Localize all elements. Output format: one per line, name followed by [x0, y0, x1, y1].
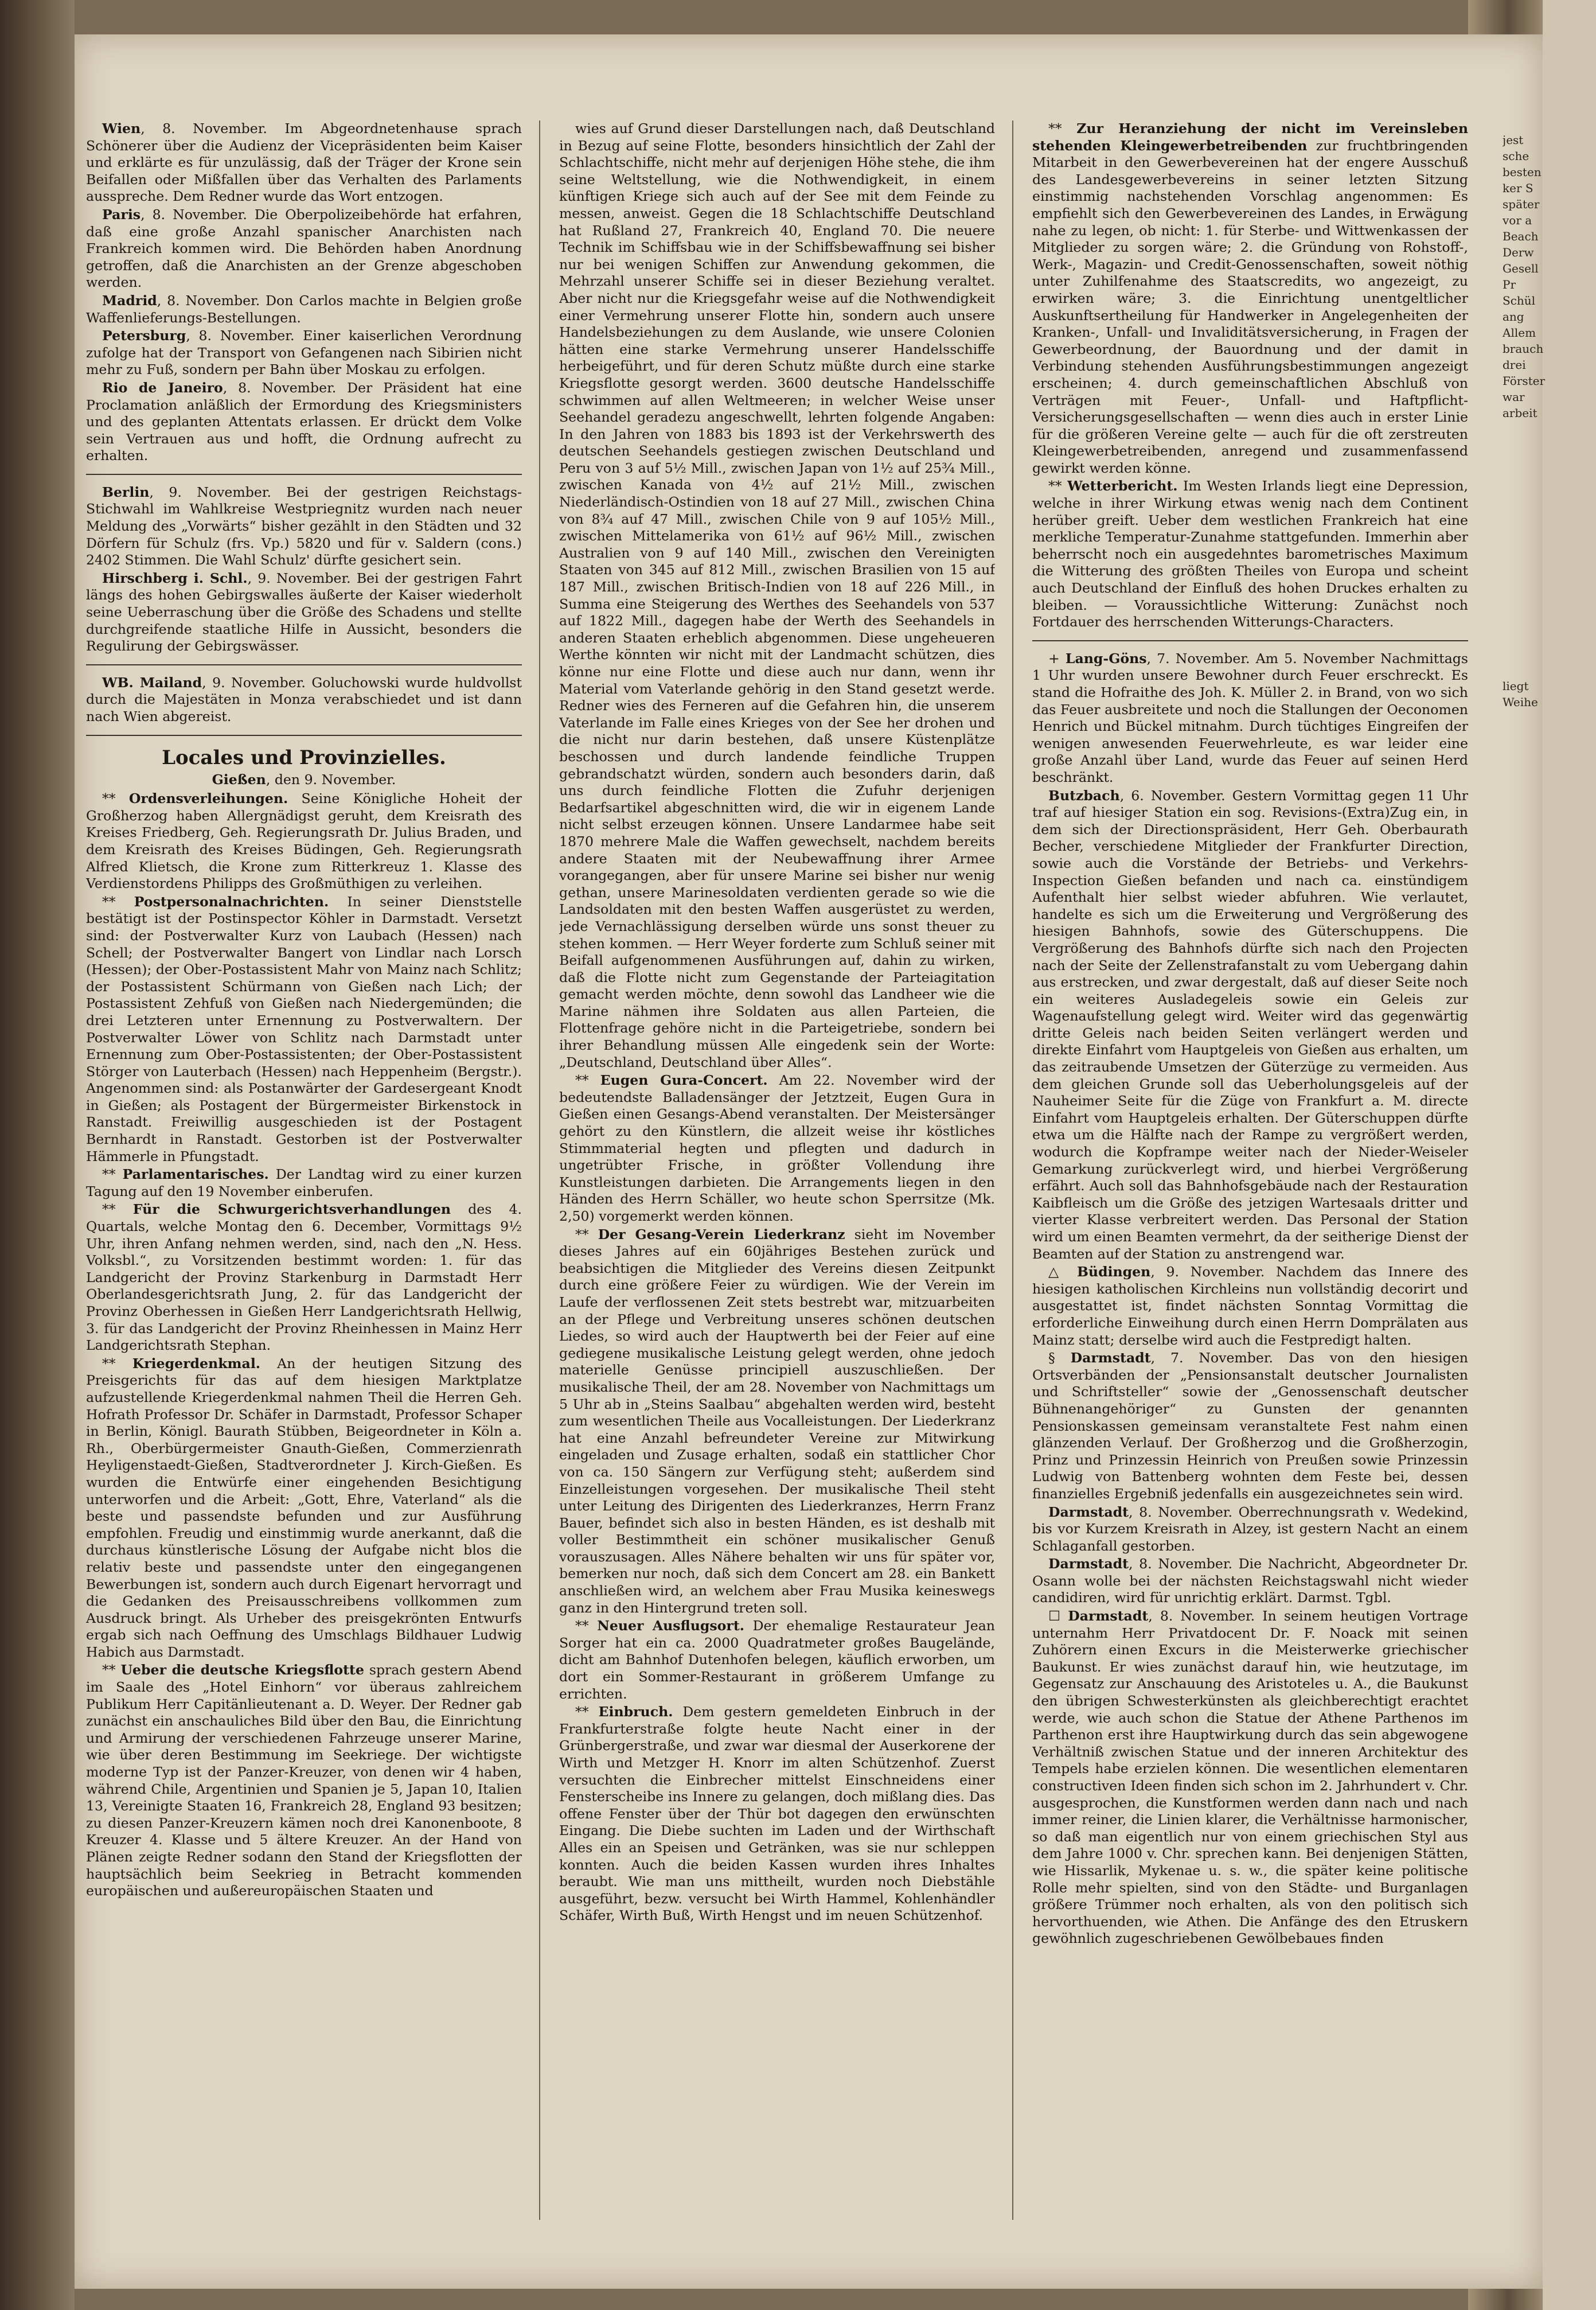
fragment-line	[1503, 533, 1583, 550]
fragment-line	[1503, 646, 1583, 662]
news-item: ** Für die Schwurgerichtsverhandlungen des 4. Quartals, welche Montag den 6. December, Vormittags 9½ Uhr, ihren Anfang nehmen werden, sind, nach den „N. Hess. Volksbl.“, zu Vorsitzenden bestimmt worden: 1. für das Landgericht der Provinz Starkenburg in Darmstadt Herr Oberlandesgerichtsrath Jung, 2. für das Landgericht der Provinz Oberhessen in Gießen Herr Landgerichtsrath Hellwig, 3. für das Landgericht der Provinz Rheinhessen in Mainz Herr Landgerichtsrath Stephan.	[86, 1201, 522, 1354]
section-heading: Locales und Provinzielles.	[162, 746, 446, 769]
adjacent-page-fragment	[1503, 132, 1583, 710]
news-item: Berlin, 9. November. Bei der gestrigen Reichstags-Stichwahl im Wahlkreise Westpriegnitz wurden nach neuer Meldung des „Vorwärts“ bisher gezählt in den Städten und 32 Dörfern für Schulz (frs. Vp.) 5820 und für v. Saldern (cons.) 2402 Stimmen. Die Wahl Schulz' dürfte gesichert sein.	[86, 484, 522, 568]
news-item: ** Eugen Gura-Concert. Am 22. November wird der bedeutendste Balladensänger der Jetztzeit, Eugen Gura in Gießen einen Gesangs-Abend veranstalten. Der Meistersänger gehört zu den Künstlern, die allzeit weise ihr köstliches Stimmmaterial hegten und pflegten und dadurch in ungetrübter Frische, in größter Vollendung ihre Kunstleistungen darbieten. Die Arrangements liegen in den Händen des Herrn Schäller, wo heute schon Sperrsitze (Mk. 2,50) vorgemerkt werden können.	[559, 1072, 995, 1224]
column-rule	[1012, 120, 1013, 2220]
news-item: § Darmstadt, 7. November. Das von den hiesigen Ortsverbänden der „Pensionsanstalt deutscher Journalisten und Schriftsteller“ sowie der „Genossenschaft deutscher Bühnenangehöriger“ zu Gunsten der genannten Pensionskassen gemeinsam veranstaltete Fest nahm einen glänzenden Verlauf. Der Großherzog und die Großherzogin, Prinz und Prinzessin Heinrich von Preußen sowie Prinzessin Ludwig von Battenberg wohnten dem Feste bei, dessen finanzielles Ergebniß jedenfalls ein ausgezeichnetes sein wird.	[1032, 1350, 1468, 1502]
news-item: WB. Mailand, 9. November. Goluchowski wurde huldvollst durch die Majestäten in Monza verabschiedet und ist dann nach Wien abgereist.	[86, 674, 522, 724]
section-divider	[86, 474, 522, 475]
news-item: Hirschberg i. Schl., 9. November. Bei der gestrigen Fahrt längs des hohen Gebirgswalles äußerte der Kaiser wiederholt seine Ueberraschung über die Größe des Schadens und stellte durchgreifende staatliche Hilfe in Aussicht, besonders die Regulirung der Gebirgswässer.	[86, 570, 522, 655]
fragment-line: Förster	[1503, 374, 1546, 388]
news-item: ** Ordensverleihungen. Seine Königliche Hoheit der Großherzog haben Allergnädigst geruht, dem Kreisrath des Kreises Friedberg, Geh. Regierungsrath Dr. Julius Braden, und dem Kreisrath des Kreises Büdingen, Geh. Regierungsrath Alfred Klietsch, die Krone zum Ritterkreuz 1. Klasse des Verdienstordens Philipps des Großmüthigen zu verleihen.	[86, 790, 522, 892]
fragment-line	[1503, 469, 1583, 485]
fragment-line: war	[1503, 390, 1525, 404]
news-item: Butzbach, 6. November. Gestern Vormittag gegen 11 Uhr traf auf hiesiger Station ein sog. Revisions-(Extra)Zug ein, in dem sich der Directionspräsident, Herr Geh. Oberbaurath Becher, verschiedene Mitglieder der Frankfurter Direction, sowie auch die Vorstände der Betriebs- und Verkehrs-Inspection Gießen befanden und nach ca. einstündigem Aufenthalt hier selbst wieder abfuhren. Wie verlautet, handelte es sich um die Erweiterung und Vergrößerung des hiesigen Bahnhofs, sowie des Güterschuppens. Die Vergrößerung des Bahnhofs dürfte sich nach den Projecten nach der Seite der Zellenstrafanstalt zu vom Uebergang dahin aus erstrecken, und zwar dergestalt, daß auf dieser Seite noch ein weiteres Ausladegeleis sowie ein Geleis zur Wagenaufstellung gelegt wird. Weiter wird das gegenwärtig dritte Geleis nach beiden Seiten verlängert werden und direkte Einfahrt vom Hauptgeleis von Gießen aus erhalten, um das zeitraubende Umsetzen der Güterzüge zu vermeiden. Aus dem gleichen Grunde soll das Ueberholungsgeleis auf der Nauheimer Seite für die Züge von Frankfurt a. M. directe Einfahrt vom Hauptgeleis erhalten. Der Güterschuppen dürfte etwa um die Hälfte nach der Rampe zu vergrößert werden, wodurch die Kopframpe weiter nach der Nieder-Weiseler Gemarkung zurückverlegt wird, und hierbei Vergrößerung erfährt. Auch soll das Bahnhofsgebäude nach der Restauration Kaibfleisch um die Größe des jetzigen Wartesaals dritter und vierter Klasse verbreitert werden. Das Personal der Station wird um einen Beamten vermehrt, da der seitherige Dienst der Beamten auf der Station zu anstrengend war.	[1032, 787, 1468, 1262]
fragment-line: Pr	[1503, 278, 1516, 291]
fragment-line	[1503, 582, 1583, 598]
news-item: ** Kriegerdenkmal. An der heutigen Sitzung des Preisgerichts für das auf dem hiesigen Marktplatze aufzustellende Kriegerdenkmal nahmen Theil die Herren Geh. Hofrath Professor Dr. Schäfer in Darmstadt, Professor Schaper in Berlin, Königl. Baurath Stübben, Beigeordneter in Köln a. Rh., Oberbürgermeister Gnauth-Gießen, Commerzienrath Heyligenstaedt-Gießen, Stadtverordneter J. Kirch-Gießen. Es wurden die Entwürfe einer eingehenden Besichtigung unterworfen und die Arbeit: „Gott, Ehre, Vaterland“ als die beste und passendste befunden und zur Ausführung empfohlen. Freudig und einstimmig wurde anerkannt, daß die durchaus künstlerische Lösung der Aufgabe nicht blos die relativ beste und passendste unter den eingegangenen Bewerbungen ist, sondern auch durch Eigenart hervorragt und die Gedanken des Preisausschreibens vollkommen zum Ausdruck bringt. Als Urheber des preisgekrönten Entwurfs ergab sich nach Oeffnung des Umschlags Bildhauer Ludwig Habich aus Darmstadt.	[86, 1355, 522, 1660]
fragment-line: vor a	[1503, 213, 1532, 227]
binding-edge	[0, 0, 75, 2310]
fragment-line: Gesell	[1503, 262, 1539, 275]
column-2	[559, 120, 995, 2231]
fragment-line	[1503, 662, 1583, 678]
fragment-line	[1503, 598, 1583, 614]
news-item: ** Zur Heranziehung der nicht im Vereinsleben stehenden Kleingewerbetreibenden zur fruchtbringenden Mitarbeit in den Gewerbevereinen hat der engere Ausschuß des Landesgewerbevereins in seiner letzten Sitzung einstimmig nachstehenden Vorschlag angenommen: Es empfiehlt sich den Gewerbevereinen des Landes, in Erwägung nahe zu legen, ob nicht: 1. für Sterbe- und Wittwenkassen der Mitglieder zu sorgen wäre; 2. die Gründung von Rohstoff-, Werk-, Magazin- und Credit-Genossenschaften, soweit nöthig unter Zuhilfenahme des Staatscredits, wo angezeigt, zu erwirken wäre; 3. die Einrichtung unentgeltlicher Auskunftsertheilung für Handwerker in Angelegenheiten der Kranken-, Unfall- und Invaliditätsversicherung, in Fragen der Gewerbeordnung, der Bauordnung und der damit in Verbindung stehenden Ausführungsbestimmungen angezeigt erscheinen; 4. durch gemeinschaftlichen Abschluß von Verträgen mit Feuer-, Unfall- und Haftpflicht-Versicherungsgesellschaften — wenn dies auch in erster Linie für die größeren Vereine gelte — auch für die oft zerstreuten Kleingewerbetreibenden, anregend und zusammenfassend gewirkt werden könne.	[1032, 120, 1468, 476]
fragment-line: sche	[1503, 149, 1529, 163]
column-3	[1032, 120, 1468, 2231]
news-item: Darmstadt, 8. November. Oberrechnungsrath v. Wedekind, bis vor Kurzem Kreisrath in Alzey, ist gestern Nacht an einem Schlaganfall gestorben.	[1032, 1503, 1468, 1554]
news-item: Rio de Janeiro, 8. November. Der Präsident hat eine Proclamation anläßlich der Ermordung des Kriegsministers und des geplanten Attentats erlassen. Er drückt dem Volke sein Vertrauen aus und hofft, die Ordnung aufrecht zu erhalten.	[86, 379, 522, 464]
news-item: ** Neuer Ausflugsort. Der ehemalige Restaurateur Jean Sorger hat ein ca. 2000 Quadratmeter großes Baugelände, dicht am Bahnhof Dutenhofen belegen, käuflich erworben, um dort ein Sommer-Restaurant in größerem Umfange zu errichten.	[559, 1618, 995, 1702]
news-item: wies auf Grund dieser Darstellungen nach, daß Deutschland in Bezug auf seine Flotte, besonders hinsichtlich der Zahl der Schlachtschiffe, nicht mehr auf derjenigen Höhe stehe, die ihm seine Weltstellung, wie die Nothwendigkeit, in einem künftigen Kriege sich auch auf der See mit dem Feinde zu messen, anweist. Gegen die 18 Schlachtschiffe Deutschland hat Rußland 27, Frankreich 40, England 70. Die neuere Technik im Schiffsbau wie in der Schiffsbewaffnung sei bisher nur bei wenigen Schiffen zur Anwendung gekommen, die Mehrzahl unserer Schiffe sei in dieser Beziehung veraltet. Aber nicht nur die Kriegsgefahr weise auf die Nothwendigkeit einer Vermehrung unserer Flotte hin, sondern auch unsere Handelsbeziehungen zu dem Auslande, wie unsere Colonien hätten eine starke Vermehrung unserer Handelsschiffe herbeigeführt, und für deren Schutz müßte durch eine starke Kriegsflotte gesorgt werden. 3600 deutsche Handelsschiffe schwimmen auf allen Weltmeeren; in welcher Weise unser Seehandel geradezu angeschwellt, lehrten folgende Angaben: In den Jahren von 1883 bis 1893 ist der Verkehrswerth des deutschen Seehandels gestiegen zwischen Deutschland und Peru von 3 auf 5½ Mill., zwischen Japan von 1½ auf 25¾ Mill., zwischen Kanada von 4½ auf 21½ Mill., zwischen Niederländisch-Ostindien von 18 auf 27 Mill., zwischen China von 8¾ auf 47 Mill., zwischen Chile von 9 auf 105½ Mill., zwischen Mittelamerika von 61½ auf 96½ Mill., zwischen Australien von 9 auf 140 Mill., zwischen den Vereinigten Staaten von 345 auf 812 Mill., zwischen Brasilien von 15 auf 187 Mill., zwischen Britisch-Indien von 18 auf 226 Mill., in Summa eine Steigerung des Werthes des Seehandels von 537 auf 1822 Mill., dagegen habe der Werth des Seehandels in anderen Staaten erheblich abgenommen. Diese ungeheueren Werthe könnten wir nicht mit der Landmacht schützen, dies könne nur eine Flotte und diese auch nur dann, wenn ihr Material vom Vaterlande gehörig in den Stand gesetzt werde. Redner wies des Ferneren auf die Gefahren hin, die unserem Vaterlande im Falle eines Krieges von der See her drohen und die nicht nur darin bestehen, daß unsere Küstenplätze beschossen und durch landende feindliche Truppen gebrandschatzt würden, sondern auch besonders darin, daß uns durch feindliche Flotten die Zufuhr derjenigen Bedarfsartikel abgeschnitten wird, die wir in eigenem Lande nicht selbst erzeugen können. Unsere Landarmee habe seit 1870 mehrere Male die Waffen gewechselt, nachdem bereits andere Staaten mit der Neubewaffnung ihrer Armee vorangegangen, aber für unsere Marine sei bisher nur wenig gethan, unsere Marinesoldaten verdienten gerade so wie die Landsoldaten mit den besten Waffen ausgerüstet zu werden, jede Vernachlässigung derselben würde uns sonst theuer zu stehen kommen. — Herr Weyer forderte zum Schluß seiner mit Beifall aufgenommenen Ausführungen auf, dahin zu wirken, daß die Flotte nicht zum Gegenstande der Parteiagitation gemacht werden möchte, denn sowohl das Landheer wie die Marine nähmen ihre Soldaten aus allen Parteien, die Flottenfrage gehöre nicht in die Parteigetriebe, sondern bei ihrer Behandlung müssen Alle eingedenk sein der Worte: „Deutschland, Deutschland über Alles“.	[559, 120, 995, 1070]
news-item: Madrid, 8. November. Don Carlos machte in Belgien große Waffenlieferungs-Bestellungen.	[86, 292, 522, 326]
news-item: ** Parlamentarisches. Der Landtag wird zu einer kurzen Tagung auf den 19 November einberufen.	[86, 1166, 522, 1199]
section-divider	[86, 664, 522, 665]
fragment-line: später	[1503, 197, 1540, 211]
fragment-line: arbeit	[1503, 406, 1538, 420]
fragment-line	[1503, 550, 1583, 566]
fragment-line	[1503, 437, 1583, 453]
fragment-line: jest	[1503, 133, 1524, 147]
fragment-line: Beach	[1503, 229, 1539, 243]
column-1	[86, 120, 522, 2231]
fragment-line	[1503, 517, 1583, 533]
news-item: ☐ Darmstadt, 8. November. In seinem heutigen Vortrage unternahm Herr Privatdocent Dr. F. Noack mit seinen Zuhörern einen Excurs in die Meisterwerke griechischer Baukunst. Er wies zunächst darauf hin, wie heutzutage, im Gegensatz zur Anschauung des Aristoteles u. A., die Baukunst den übrigen Schwesterkünsten als gleichberechtigt erachtet werde, wie auch schon die Statue der Athene Parthenos im Parthenon erst ihre Hauptwirkung durch das sein abgewogene Verhältniß zwischen Statue und der inneren Architektur des Tempels habe erzielen können. Die wesentlichen elementaren constructiven Ideen finden sich schon im 2. Jahrhundert v. Chr. ausgesprochen, die Kunstformen werden dann nach und nach immer reiner, die Linien klarer, die Verhältnisse harmonischer, so daß man eigentlich nur von einem griechischen Styl aus dem Jahre 1000 v. Chr. sprechen kann. Bei denjenigen Stätten, wie Hissarlik, Mykenae u. s. w., die später keine politische Rolle mehr spielten, sind von den Städte- und Burganlagen größere Trümmer noch erhalten, als von den politisch sich hervorthuenden, wie Athen. Die Anfänge des den Etruskern gewöhnlich zugeschriebenen Gewölbebaues finden	[1032, 1608, 1468, 1947]
column-rule	[539, 120, 540, 2220]
news-item: ** Postpersonalnachrichten. In seiner Dienststelle bestätigt ist der Postinspector Köhler in Darmstadt. Versetzt sind: der Postverwalter Kurz von Laubach (Hessen) nach Schell; der Postverwalter Bangert von Lindlar nach Lorsch (Hessen); der Ober-Postassistent Mahr von Mainz nach Schlitz; der Postassistent Schürmann von Gießen nach Lich; der Postassistent Zehfuß von Gießen nach Niedergemünden; die drei Letzteren unter Ernennung zu Postverwaltern. Der Postverwalter Löwer von Schlitz nach Darmstadt unter Ernennung zum Ober-Postassistenten; der Ober-Postassistent Störger von Lauterbach (Hessen) nach Heppenheim (Bergstr.). Angenommen sind: als Postanwärter der Gardesergeant Knodt in Gießen; als Postagent der Bürgermeister Birkenstock in Ranstadt. Freiwillig ausgeschieden ist der Postagent Bernhardt in Ranstadt. Gestorben ist der Postverwalter Hämmerle in Pfungstadt.	[86, 893, 522, 1164]
news-item: ** Einbruch. Dem gestern gemeldeten Einbruch in der Frankfurterstraße folgte heute Nacht einer in der Grünbergerstraße, und zwar war diesmal der Auserkorene der Wirth und Metzger H. Knorr im alten Schützenhof. Zuerst versuchten die Einbrecher mittelst Einschneidens einer Fensterscheibe ins Innere zu gelangen, doch mißlang dies. Das offene Fenster über der Thür bot dagegen den erwünschten Eingang. Die Diebe suchten im Laden und der Wirthschaft Alles ein an Speisen und Getränken, was sie nur schleppen konnten. Auch die beiden Kassen wurden ihres Inhaltes beraubt. Wie man uns mittheilt, wurden noch Diebstähle ausgeführt, bezw. versucht bei Wirth Hammel, Kohlenhändler Schäfer, Wirth Buß, Wirth Hengst und im neuen Schützenhof.	[559, 1704, 995, 1924]
fragment-line: ang	[1503, 310, 1524, 324]
news-item: Wien, 8. November. Im Abgeordnetenhause sprach Schönerer über die Audienz der Vicepräsidenten beim Kaiser und erklärte es für unzulässig, daß der Träger der Krone sein Beifallen oder Mißfallen über das Verhalten des Parlaments ausspreche. Dem Redner wurde das Wort entzogen.	[86, 120, 522, 205]
fragment-line: Allem	[1503, 326, 1536, 340]
news-item: Petersburg, 8. November. Einer kaiserlichen Verordnung zufolge hat der Transport von Gefangenen nach Sibirien nicht mehr zu Fuß, sondern per Bahn über Moskau zu erfolgen.	[86, 328, 522, 378]
fragment-line: drei	[1503, 358, 1526, 372]
news-item: ** Wetterbericht. Im Westen Irlands liegt eine Depression, welche in ihrer Wirkung etwas wenig nach dem Continent herüber greift. Ueber dem westlichen Frankreich hat eine merkliche Temperatur-Zunahme stattgefunden. Immerhin aber beherrscht noch ein ausgedehntes barometrisches Maximum die Witterung des größten Theiles von Europa und scheint auch Deutschland der Einfluß des hohen Druckes erhalten zu bleiben. — Voraussichtliche Witterung: Zunächst noch Fortdauer des herrschenden Witterungs-Characters.	[1032, 478, 1468, 630]
news-item: Paris, 8. November. Die Oberpolizeibehörde hat erfahren, daß eine große Anzahl spanischer Anarchisten nach Frankreich kommen wird. Die Behörden haben Anordnung getroffen, daß die Anarchisten an der Grenze abgeschoben werden.	[86, 206, 522, 291]
fragment-line: besten	[1503, 165, 1542, 179]
fragment-line: Weihe	[1503, 695, 1538, 709]
news-item: ** Ueber die deutsche Kriegsflotte sprach gestern Abend im Saale des „Hotel Einhorn“ vor überaus zahlreichem Publikum Herr Capitänlieutenant a. D. Weyer. Der Redner gab zunächst ein anschauliches Bild über den Bau, die Einrichtung und Armirung der verschiedenen Fahrzeuge unserer Marine, wie über deren Bestimmung im Seekriege. Der wichtigste moderne Typ ist der Panzer-Kreuzer, von denen wir 4 haben, während Chile, Argentinien und Spanien je 5, Japan 10, Italien 13, Vereinigte Staaten 16, Frankreich 28, England 93 besitzen; zu diesen Panzer-Kreuzern kämen noch drei Kanonenboote, 8 Kreuzer 4. Klasse und 5 ältere Kreuzer. An der Hand von Plänen zeigte Redner sodann den Stand der Kriegsflotten der hauptsächlich beim Seekrieg in Betracht kommenden europäischen und außereuropäischen Staaten und	[86, 1662, 522, 1899]
fragment-line: liegt	[1503, 679, 1529, 693]
fragment-line	[1503, 566, 1583, 582]
fragment-line: ker S	[1503, 181, 1533, 195]
news-item: △ Büdingen, 9. November. Nachdem das Innere des hiesigen katholischen Kirchleins nun vollständig decorirt und ausgestattet ist, findet nächsten Sonntag Vormittag die erforderliche Einweihung durch einen Herrn Domprälaten aus Mainz statt; derselbe wird auch die Festpredigt halten.	[1032, 1264, 1468, 1348]
section-divider	[86, 735, 522, 736]
news-item: + Lang-Göns, 7. November. Am 5. November Nachmittags 1 Uhr wurden unsere Bewohner durch Feuer erschreckt. Es stand die Hofraithe des Joh. K. Müller 2. in Brand, von wo sich das Feuer ausbreitete und noch die Stallungen der Oeconomen Henrich und Bückel mitnahm. Durch tüchtiges Eingreifen der wenigen anwesenden Feuerwehrleute, es war leider eine große Anzahl über Land, wurde das Feuer auf seinen Herd beschränkt.	[1032, 650, 1468, 785]
fragment-line	[1503, 501, 1583, 517]
dateline: Gießen, den 9. November.	[212, 771, 396, 788]
section-divider	[1032, 640, 1468, 641]
news-item: ** Der Gesang-Verein Liederkranz sieht im November dieses Jahres auf ein 60jähriges Bestehen zurück und beabsichtigen die Mitglieder des Vereins diesen Zeitpunkt durch eine größere Feier zu würdigen. Wie der Verein im Laufe der verflossenen Zeit stets bestrebt war, mitzuarbeiten an der Pflege und Verbreitung unseres schönen deutschen Liedes, so wird auch der Hauptwerth bei der Feier auf eine gediegene musikalische Leistung gelegt werden, ohne jedoch materielle Genüsse principiell auszuschließen. Der musikalische Theil, der am 28. November von Nachmittags um 5 Uhr ab in „Steins Saalbau“ abgehalten werden wird, besteht zum wesentlichen Theile aus Vocalleistungen. Der Liederkranz hat eine Anzahl befreundeter Vereine zur Mitwirkung eingeladen und Zusage erhalten, sodaß ein stattlicher Chor von ca. 150 Sängern zur Verfügung steht; außerdem sind Einzelleistungen vorgesehen. Der musikalische Theil steht unter Leitung des Dirigenten des Liederkranzes, Herrn Franz Bauer, befindet sich also in besten Händen, es ist deshalb mit voller Bestimmtheit ein schöner musikalischer Genuß vorauszusagen. Alles Nähere behalten wir uns für später vor, bemerken nur noch, daß sich dem Concert am 28. ein Bankett anschließen wird, an welchem aber Frau Musika keineswegs ganz in den Hintergrund treten soll.	[559, 1226, 995, 1616]
fragment-line: brauch	[1503, 342, 1544, 356]
fragment-line: Derw	[1503, 246, 1534, 259]
fragment-line	[1503, 614, 1583, 630]
fragment-line	[1503, 453, 1583, 469]
fragment-line	[1503, 485, 1583, 501]
fragment-line: Schül	[1503, 294, 1536, 307]
fragment-line	[1503, 630, 1583, 646]
fragment-line	[1503, 421, 1583, 437]
news-item: Darmstadt, 8. November. Die Nachricht, Abgeordneter Dr. Osann wolle bei der nächsten Reichstagswahl nicht wieder candidiren, wird für unrichtig erklärt. Darmst. Tgbl.	[1032, 1556, 1468, 1606]
